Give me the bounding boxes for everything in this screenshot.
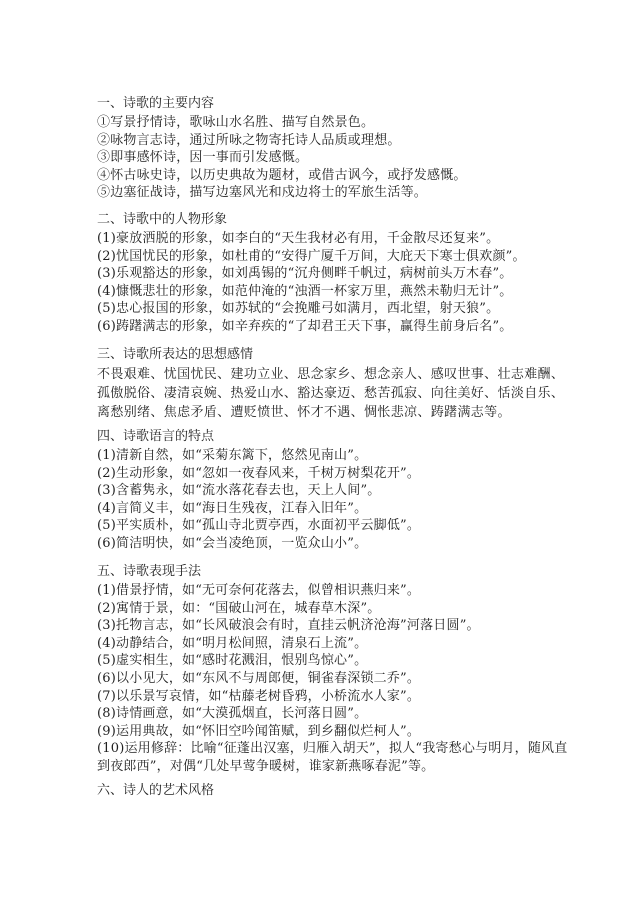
list-item: (3)含蓄隽永，如“流水落花春去也，天上人间”。 [97, 483, 381, 499]
list-item: (9)运用典故，如“怀旧空吟闻笛赋，到乡翻似烂柯人”。 [97, 723, 421, 739]
list-item: (6)以小见大，如“东风不与周郎便，铜雀春深锁二乔”。 [97, 670, 421, 686]
list-item: (2)忧国忧民的形象，如杜甫的“安得广厦千万间，大庇天下寒士俱欢颜”。 [97, 248, 526, 264]
list-item: (1)清新自然，如“采菊东篱下，悠然见南山”。 [97, 448, 368, 463]
section-heading: 五、诗歌表现手法 [97, 564, 202, 579]
list-item: (10)运用修辞：比喻“征蓬出汉塞，归雁入胡天”，拟人“我寄愁心与明月，随风直 [97, 741, 568, 757]
list-item: (5)忠心报国的形象，如苏轼的“会挽雕弓如满月，西北望，射天狼”。 [97, 301, 500, 317]
paragraph-line: 不畏艰难、忧国忧民、建功立业、思念家乡、想念亲人、感叹世事、壮志难酬、 [97, 367, 565, 382]
section-thoughts-feelings [97, 346, 597, 422]
list-item: (3)托物言志，如“长风破浪会有时，直挂云帆济沧海”河落日圆”。 [97, 618, 480, 634]
paragraph-line: 离愁别绪、焦虑矛盾、遭贬愤世、怀才不遇、惆怅悲凉、踌躇满志等。 [97, 405, 511, 420]
list-item: (5)平实质朴，如“孤山寺北贾亭西，水面初平云脚低”。 [97, 518, 421, 534]
list-item: (8)诗情画意，如“大漠孤烟直，长河落日圆”。 [97, 706, 368, 722]
section-character-images [97, 211, 597, 336]
list-item: (3)乐观豁达的形象，如刘禹锡的“沉舟侧畔千帆过，病树前头万木春”。 [97, 266, 513, 282]
section-main-content [97, 95, 597, 202]
section-language-features [97, 428, 597, 553]
list-item: ⑤边塞征战诗，描写边塞风光和戍边将士的军旅生活等。 [97, 185, 428, 201]
list-item: (6)踌躇满志的形象，如辛弃疾的“了却君王天下事，赢得生前身后名”。 [97, 318, 513, 334]
section-heading: 六、诗人的艺术风格 [97, 783, 215, 798]
list-item: (6)简洁明快，如“会当凌绝顶，一览众山小”。 [97, 535, 368, 551]
section-heading: 一、诗歌的主要内容 [97, 96, 215, 111]
section-heading: 四、诗歌语言的特点 [97, 429, 215, 444]
list-item: ②咏物言志诗，通过所咏之物寄托诗人品质或理想。 [97, 132, 401, 148]
list-item: 到夜郎西”，对偶“几处早莺争暖树，谁家新燕啄春泥”等。 [97, 758, 435, 774]
list-item: (2)寓情于景，如：“国破山河在，城春草木深”。 [97, 600, 381, 616]
section-heading: 三、诗歌所表达的思想感情 [97, 347, 254, 362]
list-item: (1)豪放洒脱的形象，如李白的“天生我材必有用，千金散尽还复来”。 [97, 231, 500, 246]
list-item: (7)以乐景写哀情，如“枯藤老树昏鸦，小桥流水人家”。 [97, 688, 421, 704]
section-artistic-style [97, 782, 597, 801]
list-item: ④怀古咏史诗，以历史典故为题材，或借古讽今，或抒发感慨。 [97, 167, 467, 183]
section-heading: 二、诗歌中的人物形象 [97, 212, 228, 227]
list-item: (2)生动形象，如“忽如一夜春风来，千树万树梨花开”。 [97, 465, 421, 481]
paragraph-line: 孤傲脱俗、凄清哀婉、热爱山水、豁达豪迈、愁苦孤寂、向往美好、恬淡自乐、 [97, 386, 565, 401]
list-item: ③即事感怀诗，因一事而引发感慨。 [97, 150, 309, 166]
list-item: (5)虚实相生，如“感时花溅泪，恨别鸟惊心”。 [97, 653, 368, 669]
list-item: ①写景抒情诗，歌咏山水名胜、描写自然景色。 [97, 115, 375, 130]
list-item: (4)动静结合，如“明月松间照，清泉石上流”。 [97, 635, 368, 651]
list-item: (4)言简义丰，如“海日生残夜，江春入旧年”。 [97, 500, 368, 516]
list-item: (1)借景抒情，如“无可奈何花落去，似曾相识燕归来”。 [97, 583, 421, 598]
section-expression-techniques [97, 563, 597, 776]
list-item: (4)慷慨悲壮的形象，如范仲淹的“浊酒一杯家万里，燕然未勒归无计”。 [97, 283, 513, 299]
